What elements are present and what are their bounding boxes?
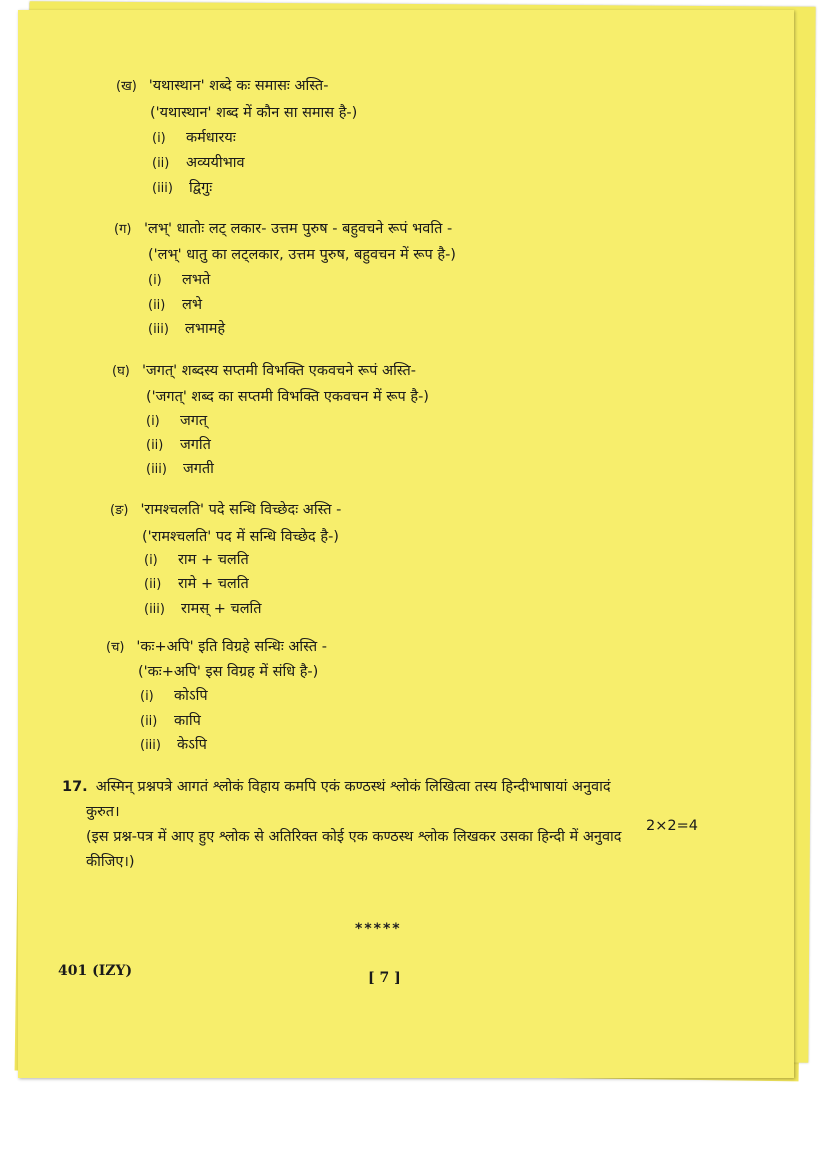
option-text: लभते [182, 272, 211, 288]
option [140, 714, 201, 729]
option [146, 462, 214, 477]
option [148, 273, 210, 288]
option-text: जगति [180, 437, 211, 453]
question-kha-hindi: ('यथास्थान' शब्द में कौन सा समास है-) [150, 105, 358, 121]
option [144, 553, 249, 568]
option-mark: (iii) [140, 738, 161, 753]
question-17-hindi-line2: कीजिए।) [86, 854, 135, 870]
question-kha [116, 79, 328, 94]
option-mark: (i) [148, 273, 162, 288]
option-text: जगती [182, 461, 214, 477]
question-mark: (ख) [116, 79, 137, 94]
question-number: 17. [62, 779, 88, 795]
option-text: केऽपि [176, 737, 207, 753]
option [144, 602, 262, 617]
question-cha-hindi: ('कः+अपि' इस विग्रह में संधि है-) [138, 664, 319, 680]
question-17-hindi-line1: (इस प्रश्न-पत्र में आए हुए श्लोक से अतिरिक्त कोई एक कण्ठस्थ श्लोक लिखकर उसका हिन्दी में अनुवाद [86, 829, 622, 845]
option-text: कोऽपि [174, 688, 208, 704]
option-mark: (ii) [152, 156, 170, 171]
question-nga [110, 503, 341, 518]
question-text: 'जगत्' शब्दस्य सप्तमी विभक्ति एकवचने रूपं अस्ति- [142, 363, 416, 379]
question-text: 'रामश्चलति' पदे सन्धि विच्छेदः अस्ति - [140, 502, 342, 518]
option-text: रामे + चलति [178, 576, 249, 592]
option-mark: (iii) [152, 181, 173, 196]
page-number: [ 7 ] [368, 970, 401, 986]
option [144, 577, 249, 592]
question-mark: (ग) [114, 222, 132, 237]
marks-label: 2×2=4 [646, 818, 698, 834]
option-mark: (ii) [146, 438, 164, 453]
option-text: द्विगुः [188, 180, 213, 196]
option-mark: (iii) [146, 462, 167, 477]
question-17-line1: अस्मिन् प्रश्नपत्रे आगतं श्लोकं विहाय कमपि एकं कण्ठस्थं श्लोकं लिखित्वा तस्य हिन्दीभाषायां अनुवादं [95, 779, 611, 795]
option [146, 414, 207, 429]
option [152, 156, 245, 171]
question-cha [106, 640, 327, 655]
option [152, 181, 212, 196]
question-ga-hindi: ('लभ्' धातु का लट्लकार, उत्तम पुरुष, बहुवचन में रूप है-) [148, 247, 456, 263]
option-mark: (iii) [144, 602, 165, 617]
option-text: अव्ययीभाव [186, 155, 245, 171]
question-gha-hindi: ('जगत्' शब्द का सप्तमी विभक्ति एकवचन में रूप है-) [146, 389, 429, 405]
option-text: कापि [174, 713, 201, 729]
option-mark: (ii) [140, 714, 158, 729]
option [140, 738, 207, 753]
exam-page [18, 10, 794, 1078]
option [146, 438, 211, 453]
option-mark: (iii) [148, 322, 169, 337]
option-text: जगत् [180, 413, 208, 429]
option-mark: (i) [140, 689, 154, 704]
question-mark: (च) [106, 640, 125, 655]
option [148, 322, 225, 337]
option [152, 131, 236, 146]
option-mark: (ii) [144, 577, 162, 592]
question-text: 'यथास्थान' शब्दे कः समासः अस्ति- [148, 78, 329, 94]
option-mark: (ii) [148, 298, 166, 313]
option-mark: (i) [152, 131, 166, 146]
option [148, 298, 202, 313]
question-nga-hindi: ('रामश्चलति' पद में सन्धि विच्छेद है-) [142, 529, 339, 545]
option-mark: (i) [144, 553, 158, 568]
question-mark: (घ) [112, 364, 130, 379]
question-gha [112, 364, 416, 379]
paper-code: 401 (IZY) [58, 963, 133, 979]
question-17 [62, 780, 611, 795]
option-text: रामस् + चलति [180, 601, 262, 617]
option [140, 689, 208, 704]
option-text: लभे [182, 297, 203, 313]
option-text: लभामहे [184, 321, 226, 337]
question-text: 'लभ्' धातोः लट् लकार- उत्तम पुरुष - बहुवचने रूपं भवति - [144, 221, 453, 237]
option-mark: (i) [146, 414, 160, 429]
option-text: कर्मधारयः [186, 130, 236, 146]
question-text: 'कः+अपि' इति विग्रहे सन्धिः अस्ति - [136, 639, 327, 655]
question-17-line2: कुरुत। [86, 804, 120, 820]
question-mark: (ङ) [110, 503, 129, 518]
option-text: राम + चलति [178, 552, 249, 568]
end-marker: ***** [355, 921, 402, 937]
question-ga [114, 222, 452, 237]
